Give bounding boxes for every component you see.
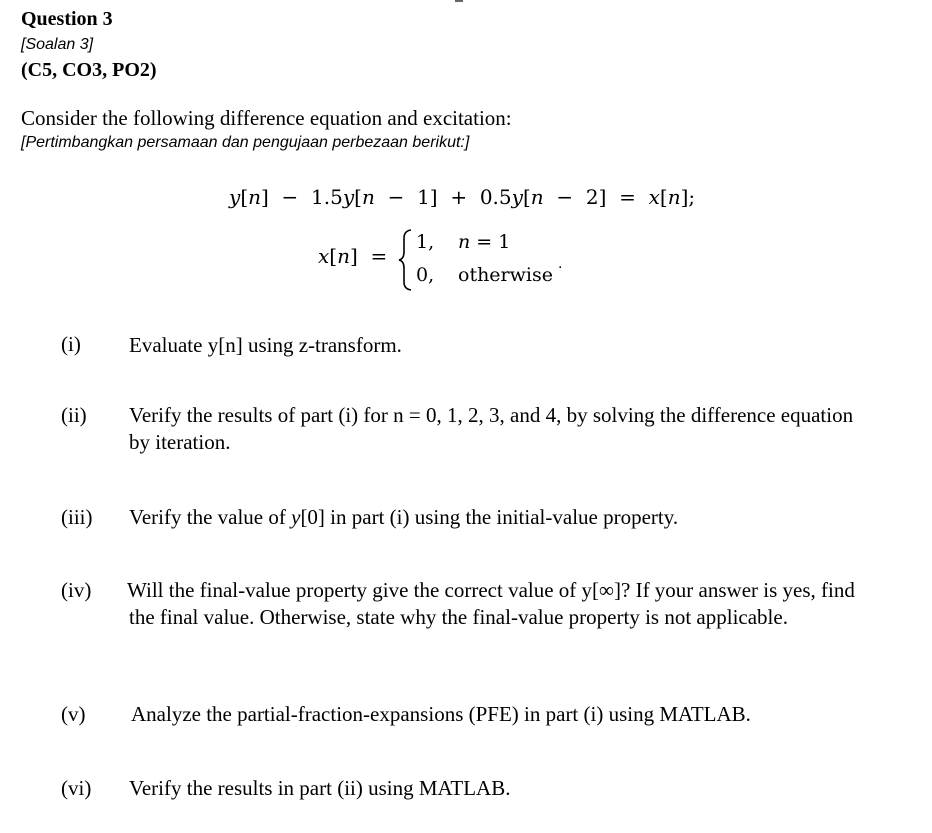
part-label: (vi) xyxy=(61,776,92,800)
difference-equation xyxy=(229,185,695,209)
eq-term: ] xyxy=(261,185,269,209)
part-label: (v) xyxy=(61,702,86,726)
eq-term: 1 xyxy=(417,185,430,209)
eq-operator: = xyxy=(619,185,636,209)
eq-operator: + xyxy=(450,185,468,209)
eq-term: n xyxy=(530,185,544,209)
eq-operator: = xyxy=(370,244,388,268)
eq-term: ] xyxy=(349,244,358,268)
left-brace-icon xyxy=(398,228,414,292)
part-text-post: [0] in part (i) using the initial-value property. xyxy=(300,505,679,529)
part-text-line2: the final value. Otherwise, state why the final-value property is not applicable. xyxy=(129,605,788,629)
eq-term: ] xyxy=(598,185,607,209)
eq-term: [ xyxy=(354,185,362,209)
intro-text: Consider the following difference equation and excitation: xyxy=(21,106,512,130)
part-text-line1: Will the final-value property give the correct value of y[∞]? If your answer is yes, find xyxy=(127,578,855,602)
trailing-period: . xyxy=(558,256,563,272)
eq-operator: − xyxy=(556,185,574,209)
intro-translation: [Pertimbangkan persamaan dan pengujaan perbezaan berikut:] xyxy=(21,134,470,151)
case2-condition: otherwise xyxy=(458,264,553,286)
eq-term: y xyxy=(229,185,241,209)
eq-term: y xyxy=(342,185,355,209)
part-text: Evaluate y[n] using z-transform. xyxy=(129,333,402,357)
eq-term: = 1 xyxy=(476,231,511,253)
part-text-var: y xyxy=(291,505,301,529)
part-label: (i) xyxy=(61,332,81,356)
page-edge-mark xyxy=(455,0,463,2)
eq-term: n xyxy=(337,244,350,268)
eq-term: n xyxy=(248,185,262,209)
eq-term: 1.5 xyxy=(311,185,343,209)
eq-term: [ xyxy=(240,185,249,209)
eq-operator: − xyxy=(387,185,405,209)
part-text: Verify the results in part (ii) using MATLAB. xyxy=(129,776,511,800)
part-text-line1: Verify the results of part (i) for n = 0, 1, 2, 3, and 4, by solving the difference equation xyxy=(129,403,854,427)
eq-operator: − xyxy=(281,185,299,209)
question-title: Question 3 xyxy=(21,8,113,30)
case2-value: 0, xyxy=(416,264,435,286)
eq-term: 2 xyxy=(585,185,599,209)
eq-term: ] xyxy=(429,185,438,209)
question-codes: (C5, CO3, PO2) xyxy=(21,59,157,81)
eq-term: 0.5 xyxy=(479,185,512,209)
eq-term: y xyxy=(511,185,523,209)
part-label: (ii) xyxy=(61,403,87,427)
part-text-line2: by iteration. xyxy=(129,430,231,454)
part-text: Analyze the partial-fraction-expansions (PFE) in part (i) using MATLAB. xyxy=(131,702,751,726)
eq-term: n xyxy=(667,185,681,209)
eq-term: n xyxy=(361,185,375,209)
eq-term: ]; xyxy=(680,185,696,209)
excitation-lhs xyxy=(318,244,387,268)
case1-condition xyxy=(458,231,510,253)
eq-term: [ xyxy=(329,244,338,268)
eq-term: n xyxy=(458,231,471,253)
part-label: (iv) xyxy=(61,578,92,602)
eq-term: x xyxy=(318,244,330,268)
case1-value: 1, xyxy=(416,231,435,253)
eq-term: [ xyxy=(522,185,531,209)
part-label: (iii) xyxy=(61,505,93,529)
eq-term: x xyxy=(648,185,660,209)
question-subtitle: [Soalan 3] xyxy=(21,36,94,53)
part-text xyxy=(129,504,678,531)
eq-term: [ xyxy=(659,185,668,209)
part-text-pre: Verify the value of xyxy=(129,505,292,529)
